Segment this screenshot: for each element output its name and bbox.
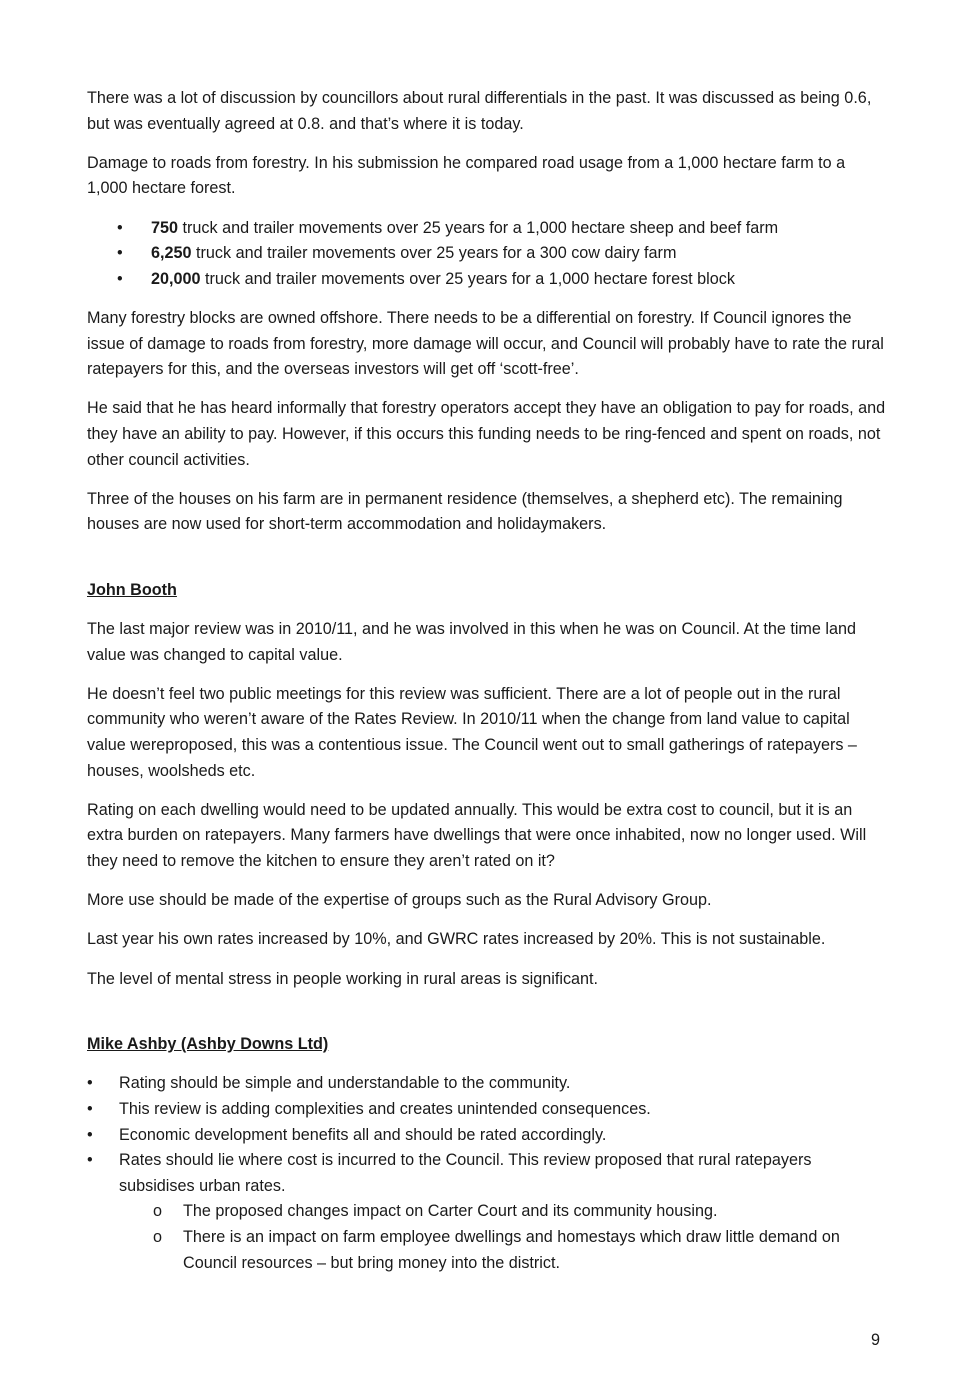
truck-movements-list: [87, 216, 887, 293]
list-item: [87, 1123, 887, 1149]
list-item-text: Rates should lie where cost is incurred to the Council. This review proposed that rural ratepayers subsidises urban rates.: [119, 1151, 812, 1195]
paragraph: Rating on each dwelling would need to be updated annually. This would be extra cost to council, but it is an extra burden on ratepayers. Many farmers have dwellings that were once inhabited, now no longer used. Will they need to remove the kitchen to ensure they aren’t rated on it?: [87, 800, 867, 870]
list-item-text: truck and trailer movements over 25 years for a 300 cow dairy farm: [191, 244, 677, 263]
paragraph: Damage to roads from forestry. In his submission he compared road usage from a 1,000 hectare farm to a 1,000 hectare forest.: [87, 153, 846, 198]
bullet-icon: •: [87, 1099, 93, 1118]
list-item-text: truck and trailer movements over 25 years for a 1,000 hectare forest block: [200, 269, 735, 288]
list-item: [87, 1148, 887, 1276]
circle-bullet-icon: o: [153, 1202, 163, 1221]
paragraph: Last year his own rates increased by 10%, and GWRC rates increased by 20%. This is not sustainable.: [87, 930, 826, 949]
sub-list: [119, 1199, 887, 1276]
list-item: [87, 1097, 887, 1123]
section-heading-john-booth: John Booth: [87, 580, 177, 599]
paragraph: He doesn’t feel two public meetings for this review was sufficient. There are a lot of people out in the rural community who weren’t aware of the Rates Review. In 2010/11 when the change from land value to capital value wereproposed, this was a contentious issue. The Council went out to small gatherings of ratepayers – houses, woolsheds etc.: [87, 684, 857, 780]
paragraph: Many forestry blocks are owned offshore. There needs to be a differential on forestry. If Council ignores the issue of damage to roads from forestry, more damage will occur, and Council will probably have to rate the rural ratepayers for this, and the overseas investors will get off ‘scott-free’.: [87, 308, 884, 379]
bullet-icon: •: [117, 269, 123, 288]
paragraph: More use should be made of the expertise of groups such as the Rural Advisory Group.: [87, 891, 712, 910]
paragraph: The last major review was in 2010/11, and he was involved in this when he was on Council. At the time land value was changed to capital value.: [87, 620, 857, 664]
paragraph: There was a lot of discussion by councillors about rural differentials in the past. It was discussed as being 0.6, but was eventually agreed at 0.8. and that’s where it is today.: [87, 89, 872, 133]
paragraph: He said that he has heard informally that forestry operators accept they have an obligation to pay for roads, and they have an ability to pay. However, if this occurs this funding needs to be ring-fenced and spent on roads, not other council activities.: [87, 399, 886, 469]
list-item-text: Rating should be simple and understandable to the community.: [119, 1074, 571, 1093]
list-item-text: Economic development benefits all and should be rated accordingly.: [119, 1125, 607, 1144]
sub-list-item-text: There is an impact on farm employee dwellings and homestays which draw little demand on Council resources – but bring money into the district.: [183, 1227, 840, 1272]
paragraph: Three of the houses on his farm are in permanent residence (themselves, a shepherd etc). The remaining houses are now used for short-term accommodation and holidaymakers.: [87, 489, 843, 534]
page-number: 9: [871, 1331, 881, 1349]
movement-count: 750: [151, 218, 179, 237]
bullet-icon: •: [87, 1151, 93, 1170]
circle-bullet-icon: o: [153, 1227, 163, 1246]
sub-list-item: [119, 1225, 887, 1276]
bullet-icon: •: [117, 218, 123, 237]
list-item: [87, 216, 887, 242]
list-item-text: truck and trailer movements over 25 years for a 1,000 hectare sheep and beef farm: [178, 218, 779, 237]
movement-count: 6,250: [151, 244, 192, 263]
bullet-icon: •: [87, 1074, 93, 1093]
sub-list-item-text: The proposed changes impact on Carter Court and its community housing.: [183, 1202, 718, 1221]
section-heading-mike-ashby: Mike Ashby (Ashby Downs Ltd): [87, 1035, 329, 1054]
document-page: [87, 86, 887, 1290]
paragraph: The level of mental stress in people working in rural areas is significant.: [87, 969, 599, 988]
list-item-text: This review is adding complexities and creates unintended consequences.: [119, 1099, 651, 1118]
bullet-icon: •: [117, 244, 123, 263]
list-item: [87, 241, 887, 267]
bullet-icon: •: [87, 1125, 93, 1144]
list-item: [87, 267, 887, 293]
ashby-points-list: [87, 1071, 887, 1276]
list-item: [87, 1071, 887, 1097]
sub-list-item: [119, 1199, 887, 1225]
movement-count: 20,000: [151, 269, 201, 288]
